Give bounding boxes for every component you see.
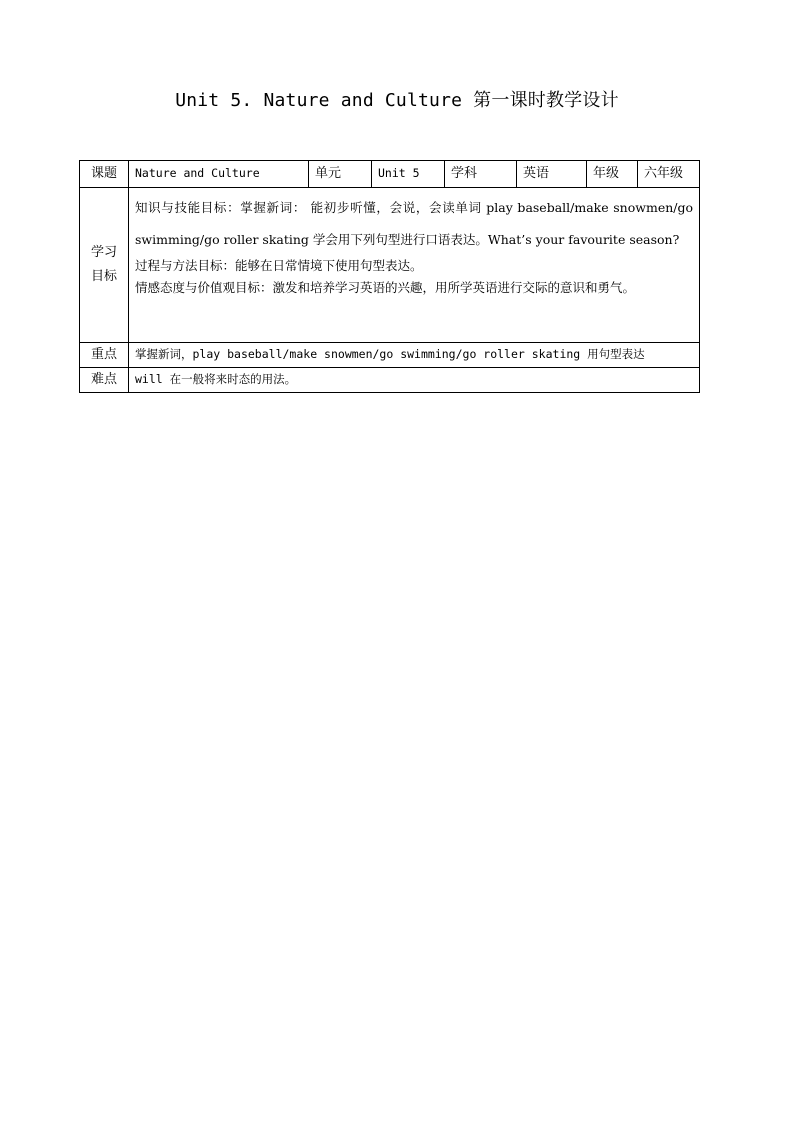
unit-value: Unit 5 <box>372 161 445 188</box>
key-points-row <box>80 343 700 368</box>
learning-goals-label-line1: 学习 <box>90 245 117 260</box>
topic-value: Nature and Culture <box>129 161 309 188</box>
subject-label: 学科 <box>445 161 517 188</box>
process-method-goal: 过程与方法目标：能够在日常情境下使用句型表达。 <box>135 258 423 273</box>
difficulties-value: will 在一般将来时态的用法。 <box>129 368 700 393</box>
grade-label: 年级 <box>587 161 638 188</box>
knowledge-skills-goal: 知识与技能目标：掌握新词： 能初步听懂，会说，会读单词 play baseball/make snowmen/go swimming/go roller skating 学会用下列句型进行口语表达。What’s your favourite season? <box>135 200 693 247</box>
difficulties-label: 难点 <box>80 368 129 393</box>
grade-value: 六年级 <box>638 161 700 188</box>
topic-label: 课题 <box>80 161 129 188</box>
learning-goals-row <box>80 188 700 343</box>
emotion-attitude-goal: 情感态度与价值观目标：激发和培养学习英语的兴趣，用所学英语进行交际的意识和勇气。 <box>135 280 636 295</box>
table-header-row <box>80 161 700 188</box>
learning-goals-label <box>80 188 129 343</box>
learning-goals-label-line2: 目标 <box>90 269 117 284</box>
lesson-plan-table <box>79 160 700 393</box>
unit-label: 单元 <box>309 161 372 188</box>
learning-goals-content <box>129 188 700 343</box>
key-points-label: 重点 <box>80 343 129 368</box>
difficulties-row <box>80 368 700 393</box>
document-title: Unit 5. Nature and Culture 第一课时教学设计 <box>175 90 619 111</box>
subject-value: 英语 <box>517 161 587 188</box>
key-points-value: 掌握新词，play baseball/make snowmen/go swimming/go roller skating 用句型表达 <box>129 343 700 368</box>
